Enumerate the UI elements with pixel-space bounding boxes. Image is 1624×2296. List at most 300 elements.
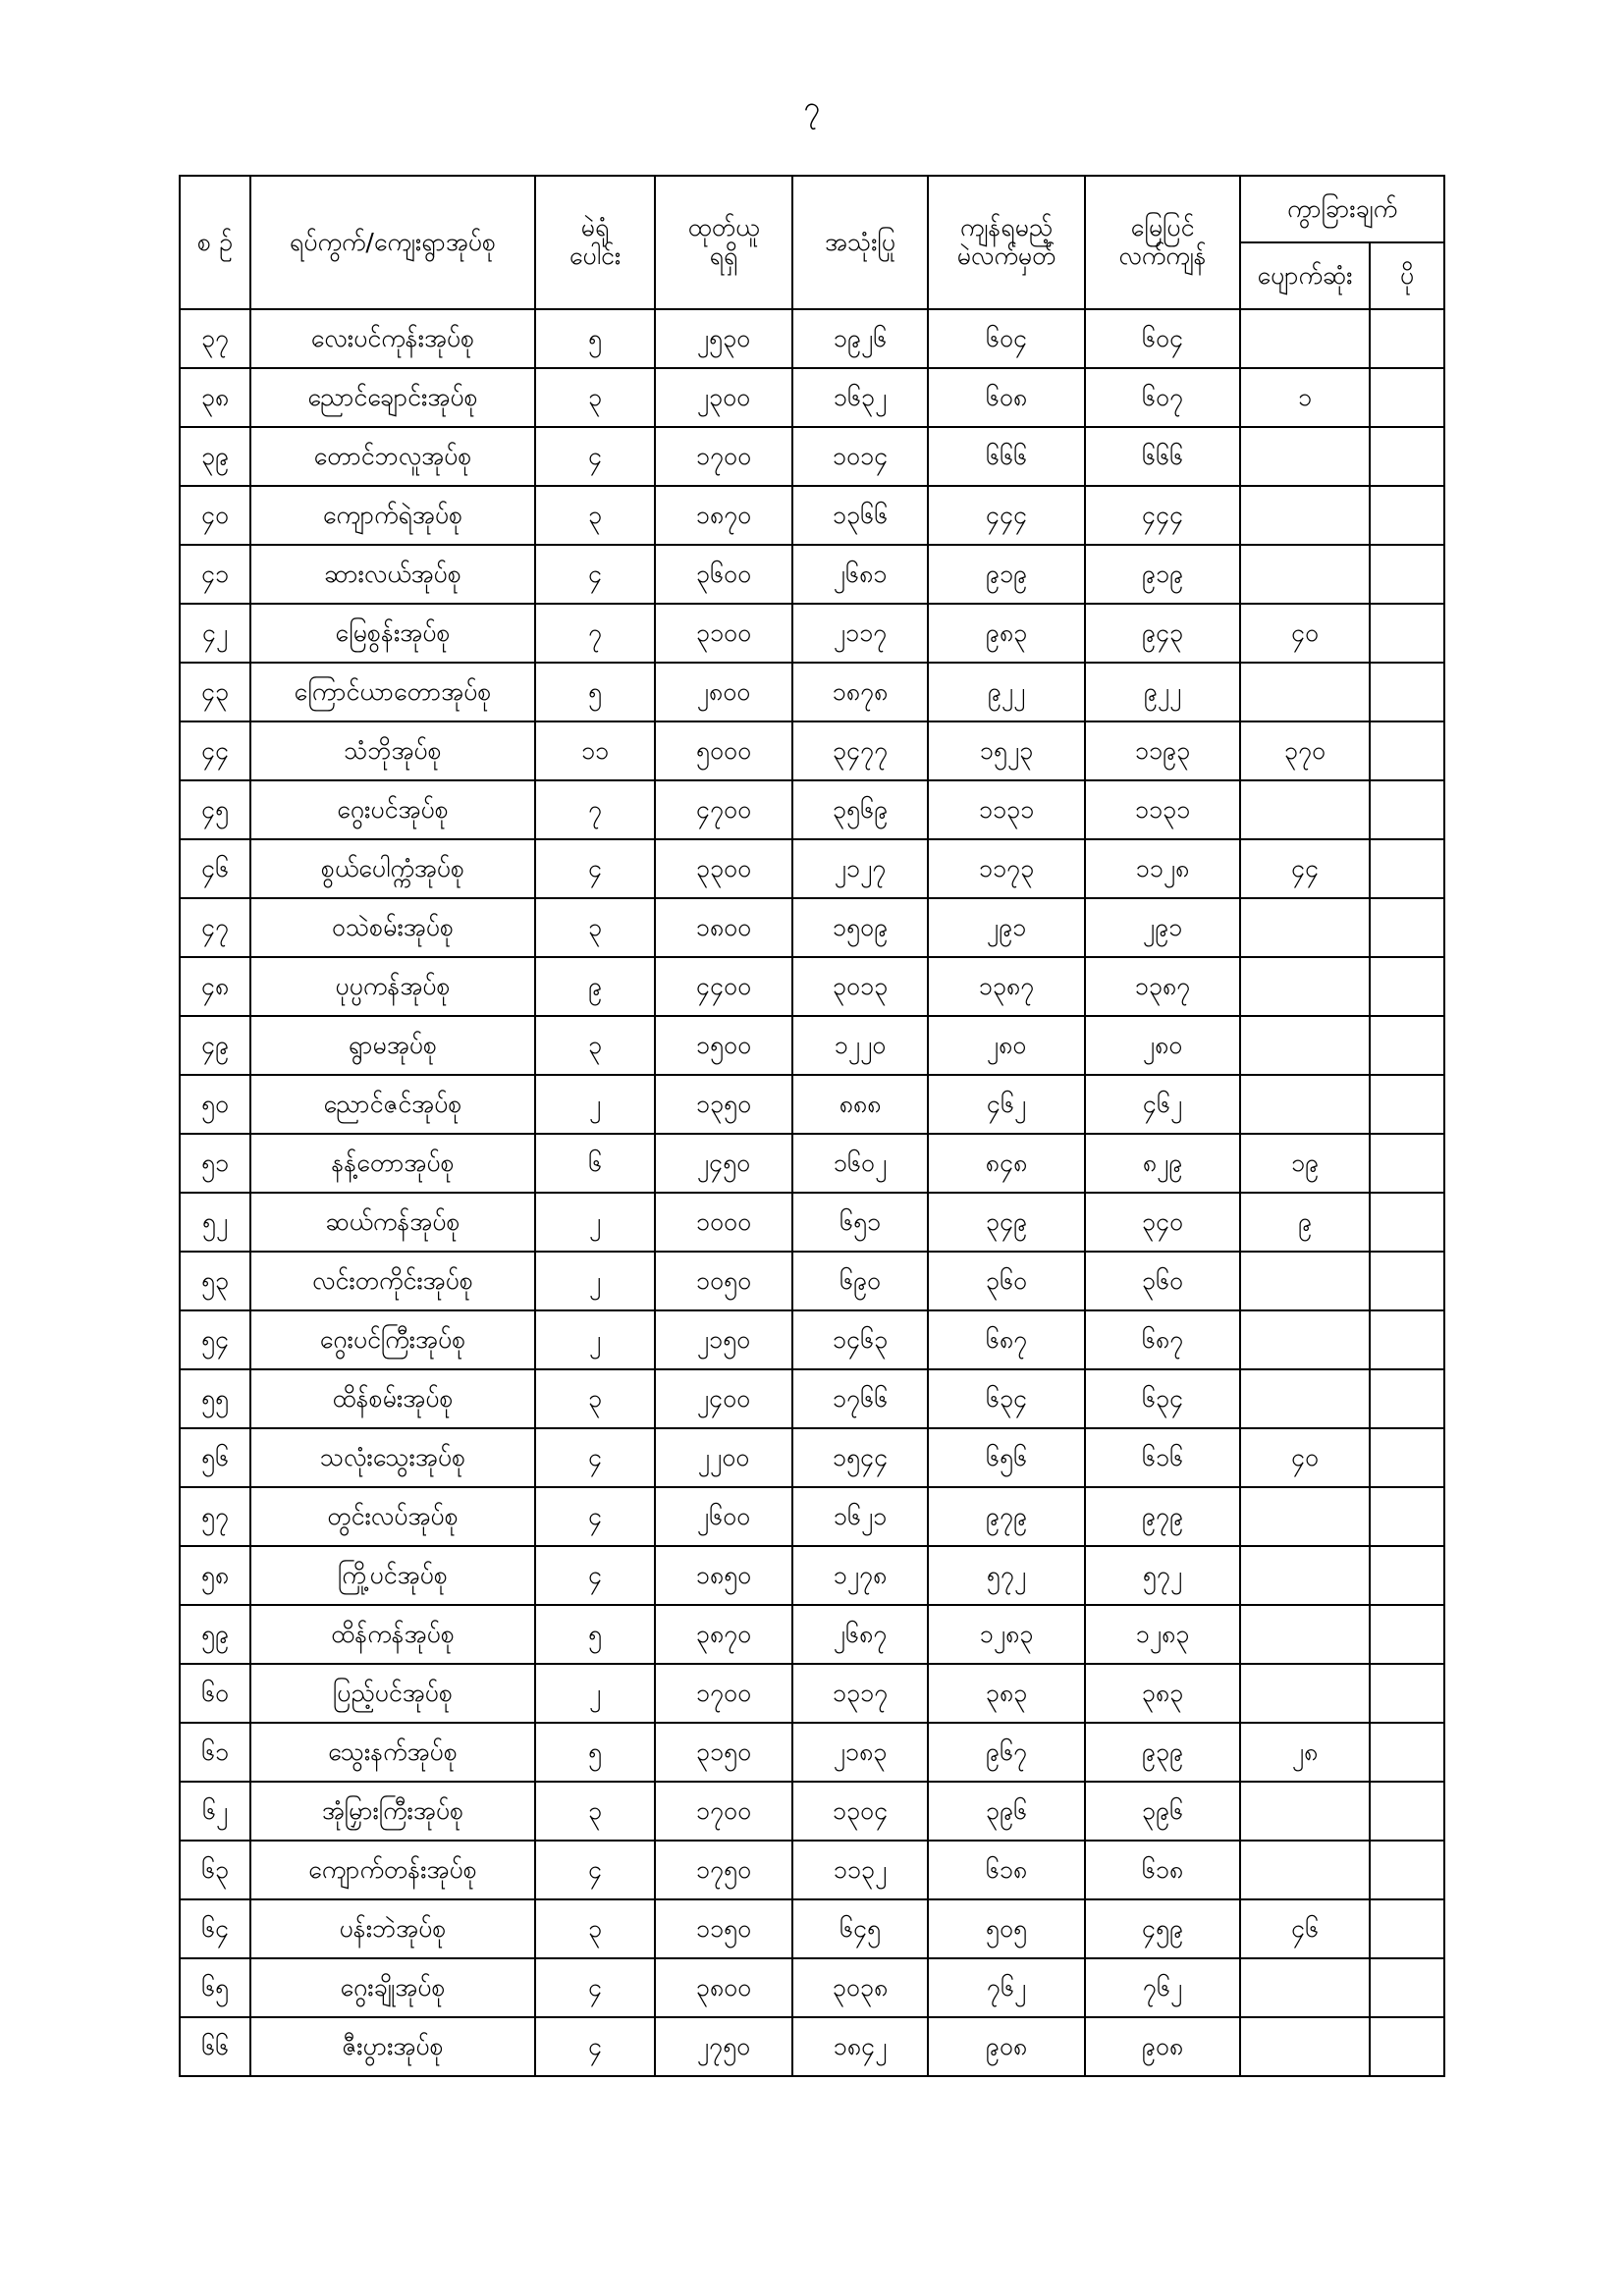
cell-serial-no: ၅၆	[180, 1428, 250, 1487]
cell-lost	[1240, 1016, 1370, 1075]
cell-serial-no: ၃၇	[180, 309, 250, 368]
table-body	[180, 309, 1444, 2076]
cell-extra	[1370, 1016, 1444, 1075]
cell-polling-station-total: ၄	[535, 545, 655, 604]
header-remaining-line2: မဲလက်မှတ်	[956, 241, 1056, 270]
cell-polling-station-total: ၃	[535, 486, 655, 545]
cell-issued: ၃၃၀၀	[655, 839, 792, 898]
cell-serial-no: ၄၀	[180, 486, 250, 545]
cell-remaining: ၆၆၆	[928, 427, 1085, 486]
cell-remaining: ၉၆၇	[928, 1723, 1085, 1782]
cell-lost: ၃၇၀	[1240, 721, 1370, 780]
table-row	[180, 1369, 1444, 1428]
cell-issued: ၁၁၅၀	[655, 1899, 792, 1958]
cell-ground-balance: ၁၁၃၁	[1085, 780, 1240, 839]
cell-used: ၃၄၇၇	[792, 721, 928, 780]
table-row	[180, 545, 1444, 604]
header-issued-line2: ရရှိ	[709, 241, 738, 270]
cell-polling-station-total: ၃	[535, 898, 655, 957]
cell-remaining: ၆၁၈	[928, 1841, 1085, 1899]
header-ground-line2: လက်ကျန်	[1118, 241, 1207, 270]
cell-ward-village: ဂွေးပင်အုပ်စု	[250, 780, 535, 839]
cell-ground-balance: ၁၂၈၃	[1085, 1605, 1240, 1664]
cell-lost	[1240, 1252, 1370, 1310]
table-row	[180, 1899, 1444, 1958]
cell-serial-no: ၅၇	[180, 1487, 250, 1546]
cell-serial-no: ၄၇	[180, 898, 250, 957]
table-row	[180, 1016, 1444, 1075]
cell-lost	[1240, 1075, 1370, 1134]
cell-issued: ၁၇၀၀	[655, 427, 792, 486]
cell-polling-station-total: ၂	[535, 1193, 655, 1252]
cell-used: ၂၆၈၁	[792, 545, 928, 604]
cell-lost	[1240, 1487, 1370, 1546]
header-ground-balance	[1085, 176, 1240, 309]
cell-lost	[1240, 1958, 1370, 2017]
cell-used: ၁၈၄၂	[792, 2017, 928, 2076]
cell-polling-station-total: ၉	[535, 957, 655, 1016]
cell-ground-balance: ၉၄၃	[1085, 604, 1240, 663]
cell-issued: ၂၆၀၀	[655, 1487, 792, 1546]
cell-lost	[1240, 309, 1370, 368]
cell-remaining: ၈၄၈	[928, 1134, 1085, 1193]
cell-ground-balance: ၂၈၀	[1085, 1016, 1240, 1075]
cell-remaining: ၉၁၉	[928, 545, 1085, 604]
cell-polling-station-total: ၄	[535, 427, 655, 486]
cell-polling-station-total: ၂	[535, 1664, 655, 1723]
cell-ground-balance: ၁၁၉၃	[1085, 721, 1240, 780]
cell-ground-balance: ၃၄၀	[1085, 1193, 1240, 1252]
cell-extra	[1370, 1958, 1444, 2017]
cell-serial-no: ၃၉	[180, 427, 250, 486]
table-row	[180, 721, 1444, 780]
cell-extra	[1370, 663, 1444, 721]
cell-ground-balance: ၆၃၄	[1085, 1369, 1240, 1428]
cell-issued: ၁၃၅၀	[655, 1075, 792, 1134]
cell-used: ၁၂၂၀	[792, 1016, 928, 1075]
cell-used: ၆၉၀	[792, 1252, 928, 1310]
cell-serial-no: ၄၈	[180, 957, 250, 1016]
cell-lost: ၁၉	[1240, 1134, 1370, 1193]
cell-extra	[1370, 1899, 1444, 1958]
table-row	[180, 1134, 1444, 1193]
cell-ward-village: မြေစွန်းအုပ်စု	[250, 604, 535, 663]
cell-issued: ၂၁၅၀	[655, 1310, 792, 1369]
header-difference-group: ကွာခြားချက်	[1240, 176, 1444, 242]
cell-issued: ၁၈၇၀	[655, 486, 792, 545]
header-extra: ပို	[1370, 242, 1444, 309]
cell-polling-station-total: ၃	[535, 1899, 655, 1958]
cell-lost: ၂၈	[1240, 1723, 1370, 1782]
cell-ward-village: ဆားလယ်အုပ်စု	[250, 545, 535, 604]
cell-polling-station-total: ၂	[535, 1075, 655, 1134]
header-ground-line1: မြေပြင်	[1130, 213, 1195, 242]
cell-extra	[1370, 1252, 1444, 1310]
cell-remaining: ၁၁၇၃	[928, 839, 1085, 898]
cell-ground-balance: ၄၄၄	[1085, 486, 1240, 545]
cell-remaining: ၃၈၃	[928, 1664, 1085, 1723]
cell-used: ၁၅၀၉	[792, 898, 928, 957]
cell-issued: ၁၇၀၀	[655, 1782, 792, 1841]
cell-remaining: ၉၇၉	[928, 1487, 1085, 1546]
cell-polling-station-total: ၇	[535, 780, 655, 839]
cell-ground-balance: ၉၃၉	[1085, 1723, 1240, 1782]
header-serial-no	[180, 176, 250, 309]
cell-lost	[1240, 545, 1370, 604]
cell-polling-station-total: ၂	[535, 1252, 655, 1310]
cell-serial-no: ၆၃	[180, 1841, 250, 1899]
table-row	[180, 1075, 1444, 1134]
cell-used: ၁၃၀၄	[792, 1782, 928, 1841]
cell-ground-balance: ၉၇၉	[1085, 1487, 1240, 1546]
cell-issued: ၁၀၀၀	[655, 1193, 792, 1252]
cell-ward-village: သံဘိုအုပ်စု	[250, 721, 535, 780]
cell-remaining: ၃၆၀	[928, 1252, 1085, 1310]
cell-serial-no: ၅၁	[180, 1134, 250, 1193]
cell-issued: ၂၈၀၀	[655, 663, 792, 721]
cell-lost: ၁	[1240, 368, 1370, 427]
table-row	[180, 1723, 1444, 1782]
cell-remaining: ၆၅၆	[928, 1428, 1085, 1487]
cell-serial-no: ၄၂	[180, 604, 250, 663]
cell-lost: ၄၆	[1240, 1899, 1370, 1958]
cell-remaining: ၉၈၃	[928, 604, 1085, 663]
cell-used: ၈၈၈	[792, 1075, 928, 1134]
header-lost: ပျောက်ဆုံး	[1240, 242, 1370, 309]
cell-extra	[1370, 1605, 1444, 1664]
cell-ward-village: ပန်းဘဲအုပ်စု	[250, 1899, 535, 1958]
cell-polling-station-total: ၂	[535, 1310, 655, 1369]
cell-used: ၁၆၃၂	[792, 368, 928, 427]
table-row	[180, 1546, 1444, 1605]
cell-extra	[1370, 486, 1444, 545]
cell-ward-village: ထိန်ကန်အုပ်စု	[250, 1605, 535, 1664]
cell-ward-village: ကျောက်ရဲအုပ်စု	[250, 486, 535, 545]
cell-lost	[1240, 898, 1370, 957]
cell-remaining: ၁၂၈၃	[928, 1605, 1085, 1664]
cell-serial-no: ၆၁	[180, 1723, 250, 1782]
cell-remaining: ၇၆၂	[928, 1958, 1085, 2017]
cell-issued: ၃၈၇၀	[655, 1605, 792, 1664]
cell-ward-village: ဇီးပွားအုပ်စု	[250, 2017, 535, 2076]
cell-polling-station-total: ၄	[535, 2017, 655, 2076]
cell-issued: ၄၇၀၀	[655, 780, 792, 839]
table-row	[180, 1664, 1444, 1723]
cell-polling-station-total: ၆	[535, 1134, 655, 1193]
cell-used: ၁၆၀၂	[792, 1134, 928, 1193]
table-row	[180, 663, 1444, 721]
cell-serial-no: ၄၆	[180, 839, 250, 898]
cell-extra	[1370, 1428, 1444, 1487]
cell-ground-balance: ၁၃၈၇	[1085, 957, 1240, 1016]
cell-ward-village: ကြို့ပင်အုပ်စု	[250, 1546, 535, 1605]
cell-issued: ၂၅၃၀	[655, 309, 792, 368]
table-row	[180, 1193, 1444, 1252]
cell-issued: ၁၈၀၀	[655, 898, 792, 957]
cell-serial-no: ၄၄	[180, 721, 250, 780]
cell-remaining: ၆၈၇	[928, 1310, 1085, 1369]
cell-ground-balance: ၃၈၃	[1085, 1664, 1240, 1723]
ballot-summary-table-container	[179, 175, 1443, 2077]
cell-extra	[1370, 780, 1444, 839]
cell-remaining: ၅၀၅	[928, 1899, 1085, 1958]
cell-used: ၁၄၆၃	[792, 1310, 928, 1369]
cell-polling-station-total: ၄	[535, 1841, 655, 1899]
table-row	[180, 1487, 1444, 1546]
cell-extra	[1370, 898, 1444, 957]
cell-lost	[1240, 1369, 1370, 1428]
cell-polling-station-total: ၄	[535, 1958, 655, 2017]
table-row	[180, 368, 1444, 427]
cell-extra	[1370, 604, 1444, 663]
cell-used: ၆၅၁	[792, 1193, 928, 1252]
table-row	[180, 604, 1444, 663]
cell-remaining: ၉၀၈	[928, 2017, 1085, 2076]
cell-ground-balance: ၁၁၂၈	[1085, 839, 1240, 898]
cell-issued: ၁၇၀၀	[655, 1664, 792, 1723]
cell-ward-village: သွေးနက်အုပ်စု	[250, 1723, 535, 1782]
cell-issued: ၂၄၅၀	[655, 1134, 792, 1193]
cell-polling-station-total: ၃	[535, 1016, 655, 1075]
cell-ward-village: ပြည့်ပင်အုပ်စု	[250, 1664, 535, 1723]
cell-serial-no: ၅၃	[180, 1252, 250, 1310]
cell-extra	[1370, 957, 1444, 1016]
header-issued-line1: ထုတ်ယူ	[687, 213, 760, 242]
cell-lost: ၉	[1240, 1193, 1370, 1252]
cell-serial-no: ၅၂	[180, 1193, 250, 1252]
cell-ground-balance: ၅၇၂	[1085, 1546, 1240, 1605]
header-remaining	[928, 176, 1085, 309]
cell-ward-village: ဝသဲစမ်းအုပ်စု	[250, 898, 535, 957]
cell-lost	[1240, 1782, 1370, 1841]
cell-lost: ၄၄	[1240, 839, 1370, 898]
cell-lost	[1240, 486, 1370, 545]
cell-polling-station-total: ၃	[535, 1369, 655, 1428]
cell-issued: ၂၄၀၀	[655, 1369, 792, 1428]
cell-polling-station-total: ၃	[535, 368, 655, 427]
cell-ward-village: ထိန်စမ်းအုပ်စု	[250, 1369, 535, 1428]
cell-extra	[1370, 1723, 1444, 1782]
cell-lost	[1240, 2017, 1370, 2076]
header-polling-total-line1: မဲရုံ	[580, 213, 610, 242]
cell-extra	[1370, 1193, 1444, 1252]
table-row	[180, 1782, 1444, 1841]
header-polling-total-line2: ပေါင်း	[568, 241, 622, 270]
cell-ground-balance: ၄၆၂	[1085, 1075, 1240, 1134]
cell-used: ၂၁၈၃	[792, 1723, 928, 1782]
cell-polling-station-total: ၄	[535, 839, 655, 898]
cell-extra	[1370, 1075, 1444, 1134]
cell-ward-village: အုံမြှားကြီးအုပ်စု	[250, 1782, 535, 1841]
table-row	[180, 839, 1444, 898]
cell-ground-balance: ၉၂၂	[1085, 663, 1240, 721]
header-ward-village: ရပ်ကွက်/ကျေးရွာအုပ်စု	[250, 176, 535, 309]
cell-serial-no: ၅၄	[180, 1310, 250, 1369]
cell-remaining: ၁၃၈၇	[928, 957, 1085, 1016]
cell-used: ၁၆၂၁	[792, 1487, 928, 1546]
cell-used: ၁၇၆၆	[792, 1369, 928, 1428]
cell-ward-village: တွင်းလပ်အုပ်စု	[250, 1487, 535, 1546]
cell-extra	[1370, 427, 1444, 486]
cell-used: ၂၆၈၇	[792, 1605, 928, 1664]
cell-ground-balance: ၆၆၆	[1085, 427, 1240, 486]
cell-ward-village: ကျောက်တန်းအုပ်စု	[250, 1841, 535, 1899]
cell-polling-station-total: ၁၁	[535, 721, 655, 780]
cell-remaining: ၁၁၃၁	[928, 780, 1085, 839]
cell-serial-no: ၆၀	[180, 1664, 250, 1723]
cell-ground-balance: ၉၁၉	[1085, 545, 1240, 604]
cell-ward-village: ရွာမအုပ်စု	[250, 1016, 535, 1075]
table-row	[180, 2017, 1444, 2076]
table-header	[180, 176, 1444, 309]
cell-lost: ၄၀	[1240, 604, 1370, 663]
cell-ground-balance: ၃၉၆	[1085, 1782, 1240, 1841]
cell-extra	[1370, 1664, 1444, 1723]
cell-used: ၃၀၃၈	[792, 1958, 928, 2017]
table-row	[180, 898, 1444, 957]
table-row	[180, 486, 1444, 545]
cell-ground-balance: ၂၉၁	[1085, 898, 1240, 957]
cell-used: ၂၁၁၇	[792, 604, 928, 663]
cell-issued: ၄၄၀၀	[655, 957, 792, 1016]
cell-remaining: ၂၈၀	[928, 1016, 1085, 1075]
cell-lost	[1240, 780, 1370, 839]
cell-used: ၁၃၁၇	[792, 1664, 928, 1723]
cell-polling-station-total: ၇	[535, 604, 655, 663]
cell-ground-balance: ၆၀၄	[1085, 309, 1240, 368]
cell-polling-station-total: ၃	[535, 1782, 655, 1841]
cell-polling-station-total: ၄	[535, 1428, 655, 1487]
cell-issued: ၂၃၀၀	[655, 368, 792, 427]
cell-remaining: ၆၀၄	[928, 309, 1085, 368]
cell-serial-no: ၅၈	[180, 1546, 250, 1605]
cell-ground-balance: ၆၁၆	[1085, 1428, 1240, 1487]
cell-used: ၃၀၁၃	[792, 957, 928, 1016]
cell-serial-no: ၆၄	[180, 1899, 250, 1958]
cell-issued: ၁၈၅၀	[655, 1546, 792, 1605]
table-header-row-1	[180, 176, 1444, 242]
cell-issued: ၁၀၅၀	[655, 1252, 792, 1310]
cell-issued: ၅၀၀၀	[655, 721, 792, 780]
cell-ward-village: ကြောင်ယာတောအုပ်စု	[250, 663, 535, 721]
cell-issued: ၂၇၅၀	[655, 2017, 792, 2076]
cell-serial-no: ၄၃	[180, 663, 250, 721]
cell-ward-village: လင်းတကိုင်းအုပ်စု	[250, 1252, 535, 1310]
cell-used: ၁၁၃၂	[792, 1841, 928, 1899]
header-serial-line1: စ	[197, 227, 212, 256]
cell-ward-village: ဂွေးပင်ကြီးအုပ်စု	[250, 1310, 535, 1369]
cell-extra	[1370, 2017, 1444, 2076]
cell-extra	[1370, 1546, 1444, 1605]
header-used: အသုံးပြု	[792, 176, 928, 309]
cell-remaining: ၃၉၆	[928, 1782, 1085, 1841]
cell-ground-balance: ၈၂၉	[1085, 1134, 1240, 1193]
cell-extra	[1370, 1369, 1444, 1428]
table-row	[180, 1310, 1444, 1369]
table-row	[180, 957, 1444, 1016]
cell-serial-no: ၄၁	[180, 545, 250, 604]
cell-polling-station-total: ၄	[535, 1487, 655, 1546]
cell-lost	[1240, 1664, 1370, 1723]
cell-serial-no: ၆၆	[180, 2017, 250, 2076]
cell-ward-village: တောင်ဘလူအုပ်စု	[250, 427, 535, 486]
cell-issued: ၂၂၀၀	[655, 1428, 792, 1487]
ballot-summary-table	[179, 175, 1445, 2077]
cell-serial-no: ၅၉	[180, 1605, 250, 1664]
cell-polling-station-total: ၅	[535, 309, 655, 368]
cell-remaining: ၉၂၂	[928, 663, 1085, 721]
cell-issued: ၃၁၀၀	[655, 604, 792, 663]
cell-ward-village: စွယ်ပေါက္ကံအုပ်စု	[250, 839, 535, 898]
cell-extra	[1370, 721, 1444, 780]
table-row	[180, 427, 1444, 486]
cell-remaining: ၂၉၁	[928, 898, 1085, 957]
cell-ground-balance: ၆၈၇	[1085, 1310, 1240, 1369]
cell-extra	[1370, 1487, 1444, 1546]
cell-extra	[1370, 1841, 1444, 1899]
cell-issued: ၁၅၀၀	[655, 1016, 792, 1075]
table-row	[180, 1252, 1444, 1310]
cell-ward-village: ဂွေးချိုအုပ်စု	[250, 1958, 535, 2017]
cell-lost	[1240, 957, 1370, 1016]
cell-serial-no: ၃၈	[180, 368, 250, 427]
cell-issued: ၃၆၀၀	[655, 545, 792, 604]
cell-polling-station-total: ၅	[535, 1723, 655, 1782]
table-row	[180, 1841, 1444, 1899]
cell-remaining: ၅၇၂	[928, 1546, 1085, 1605]
cell-ward-village: သလုံးသွေးအုပ်စု	[250, 1428, 535, 1487]
cell-extra	[1370, 839, 1444, 898]
cell-polling-station-total: ၅	[535, 1605, 655, 1664]
cell-lost	[1240, 427, 1370, 486]
table-row	[180, 309, 1444, 368]
cell-ground-balance: ၄၅၉	[1085, 1899, 1240, 1958]
cell-issued: ၁၇၅၀	[655, 1841, 792, 1899]
header-issued	[655, 176, 792, 309]
cell-used: ၁၈၇၈	[792, 663, 928, 721]
cell-polling-station-total: ၄	[535, 1546, 655, 1605]
cell-used: ၂၁၂၇	[792, 839, 928, 898]
header-remaining-line1: ကျန်ရမည့်	[959, 213, 1054, 242]
cell-ground-balance: ၇၆၂	[1085, 1958, 1240, 2017]
cell-serial-no: ၆၂	[180, 1782, 250, 1841]
cell-ward-village: ပုပ္ပကန်အုပ်စု	[250, 957, 535, 1016]
cell-used: ၁၂၇၈	[792, 1546, 928, 1605]
table-row	[180, 780, 1444, 839]
cell-polling-station-total: ၅	[535, 663, 655, 721]
cell-used: ၃၅၆၉	[792, 780, 928, 839]
cell-remaining: ၁၅၂၃	[928, 721, 1085, 780]
cell-issued: ၃၈၀၀	[655, 1958, 792, 2017]
table-row	[180, 1958, 1444, 2017]
cell-extra	[1370, 1782, 1444, 1841]
cell-ground-balance: ၆၁၈	[1085, 1841, 1240, 1899]
page-number: ၇	[803, 90, 821, 125]
cell-used: ၆၄၅	[792, 1899, 928, 1958]
cell-remaining: ၃၄၉	[928, 1193, 1085, 1252]
header-polling-station-total	[535, 176, 655, 309]
cell-used: ၁၃၆၆	[792, 486, 928, 545]
cell-serial-no: ၆၅	[180, 1958, 250, 2017]
cell-ward-village: နန့်တောအုပ်စု	[250, 1134, 535, 1193]
cell-extra	[1370, 1134, 1444, 1193]
cell-serial-no: ၄၅	[180, 780, 250, 839]
table-row	[180, 1428, 1444, 1487]
cell-extra	[1370, 368, 1444, 427]
cell-serial-no: ၅၀	[180, 1075, 250, 1134]
cell-serial-no: ၄၉	[180, 1016, 250, 1075]
cell-lost: ၄၀	[1240, 1428, 1370, 1487]
